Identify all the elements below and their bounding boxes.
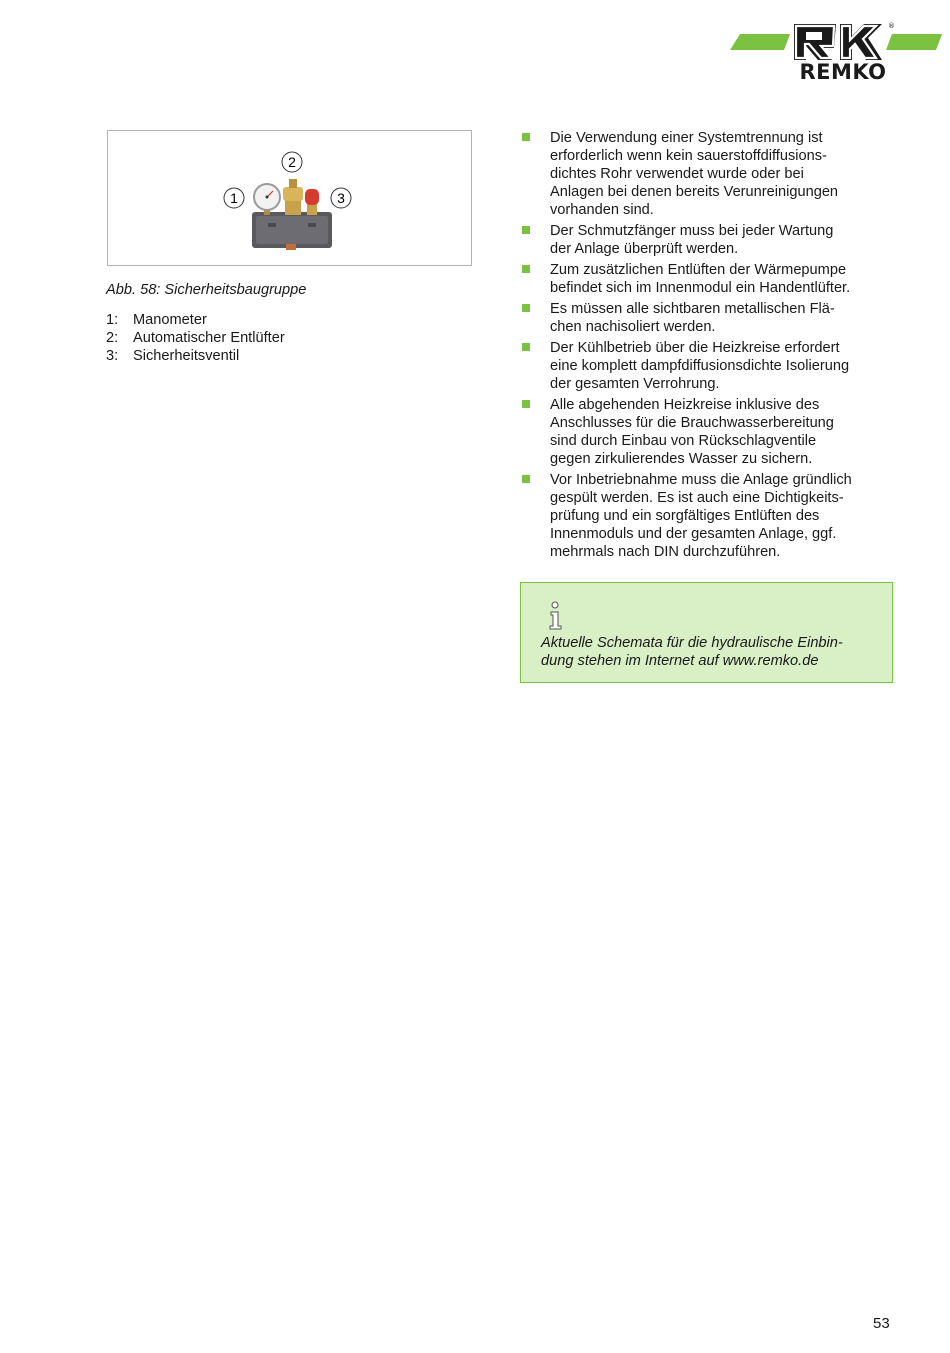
safety-assembly-illustration — [108, 131, 473, 267]
bullet-square-icon — [522, 265, 530, 273]
bullet-square-icon — [522, 475, 530, 483]
list-item — [522, 222, 894, 258]
list-item — [522, 129, 894, 219]
legend-number: 1: — [106, 312, 119, 328]
legend-label: Automatischer Entlüfter — [133, 330, 285, 346]
instruction-list — [522, 129, 894, 564]
list-item-text: Der Schmutzfänger muss bei jeder Wartung der Anlage überprüft werden. — [550, 223, 834, 257]
list-item — [522, 471, 894, 561]
list-item-text: Es müssen alle sichtbaren metallischen Flä- chen nachisoliert werden. — [550, 301, 835, 335]
callout-3: 3 — [337, 190, 345, 206]
list-item-text: Zum zusätzlichen Entlüften der Wärmepumpe befindet sich im Innenmodul ein Handentlüfter. — [550, 262, 851, 296]
list-item — [522, 261, 894, 297]
callout-1: 1 — [230, 190, 238, 206]
info-note-text: Aktuelle Schemata für die hydraulische Einbin- dung stehen im Internet auf www.remko.de — [541, 635, 843, 669]
legend-item — [106, 329, 285, 347]
legend-number: 3: — [106, 348, 119, 364]
list-item-text: Vor Inbetriebnahme muss die Anlage gründlich gespült werden. Es ist auch eine Dichtigkeits- prüfung und ein sorgfältiges Entlüften des Innenmoduls und der gesamten Anlage, ggf. mehrmals nach DIN durchzuführen. — [550, 472, 852, 560]
figure-legend — [106, 311, 285, 365]
bullet-square-icon — [522, 304, 530, 312]
list-item — [522, 396, 894, 468]
list-item — [522, 300, 894, 336]
info-note-box — [520, 582, 893, 683]
legend-item — [106, 311, 285, 329]
bullet-square-icon — [522, 226, 530, 234]
list-item-text: Alle abgehenden Heizkreise inklusive des Anschlusses für die Brauchwasserbereitung sind durch Einbau von Rückschlagventile gegen zirkulierendes Wasser zu sichern. — [550, 397, 834, 467]
figure-caption: Abb. 58: Sicherheitsbaugruppe — [106, 282, 307, 298]
list-item-text: Die Verwendung einer Systemtrennung ist erforderlich wenn kein sauerstoffdiffusions- dichtes Rohr verwendet wurde oder bei Anlagen bei denen bereits Verunreinigungen vorhanden sind. — [550, 130, 839, 218]
legend-number: 2: — [106, 330, 119, 346]
info-icon — [547, 601, 565, 631]
bullet-square-icon — [522, 133, 530, 141]
list-item — [522, 339, 894, 393]
list-item-text: Der Kühlbetrieb über die Heizkreise erfordert eine komplett dampfdiffusionsdichte Isolierung der gesamten Verrohrung. — [550, 340, 850, 392]
bullet-square-icon — [522, 400, 530, 408]
legend-item — [106, 347, 285, 365]
logo-wordmark: REMKO — [799, 60, 887, 84]
figure-safety-assembly — [107, 130, 472, 266]
legend-label: Manometer — [133, 312, 207, 328]
bullet-square-icon — [522, 343, 530, 351]
callout-2: 2 — [288, 154, 296, 170]
page-number: 53 — [873, 1315, 890, 1332]
legend-label: Sicherheitsventil — [133, 348, 240, 364]
svg-text:®: ® — [888, 22, 895, 30]
